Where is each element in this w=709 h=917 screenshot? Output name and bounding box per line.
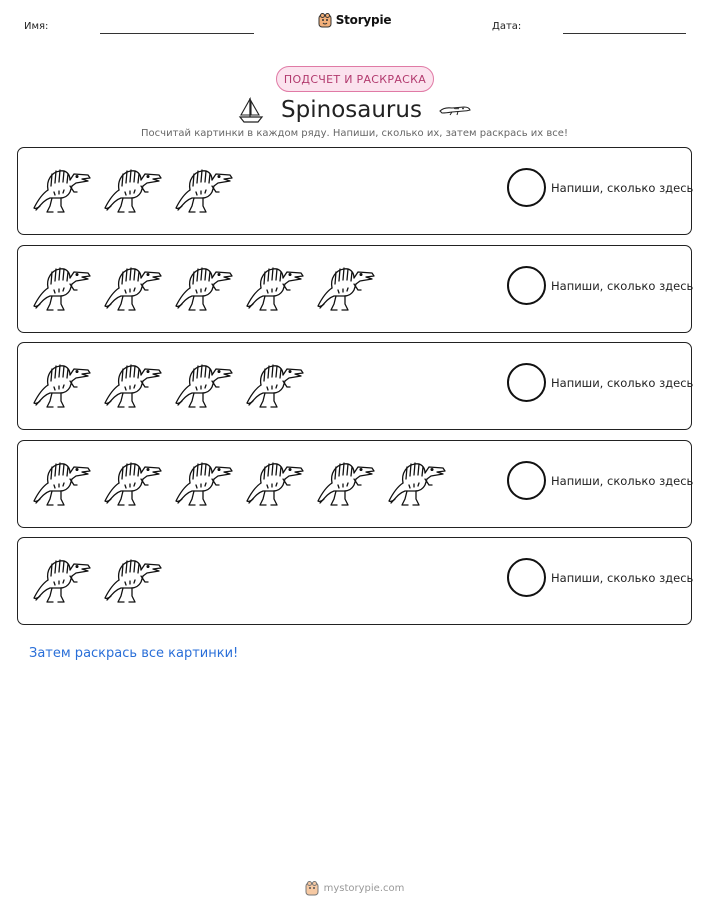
count-row-5 — [17, 537, 692, 625]
spinosaurus-icon — [30, 260, 94, 314]
title-row — [0, 92, 709, 128]
spinosaurus-icon — [243, 357, 307, 411]
brand-name: Storypie — [335, 13, 392, 27]
page-title: Spinosaurus — [281, 97, 422, 123]
storypie-logo-icon — [305, 880, 319, 896]
name-line[interactable] — [100, 33, 254, 34]
count-row-3 — [17, 342, 692, 430]
spinosaurus-icon — [30, 552, 94, 606]
answer-circle[interactable] — [507, 558, 546, 597]
write-count-label: Напиши, сколько здесь — [551, 571, 694, 585]
footer-brand — [0, 880, 709, 896]
spinosaurus-icon — [101, 162, 165, 216]
spinosaurus-icon — [101, 455, 165, 509]
instructions: Посчитай картинки в каждом ряду. Напиши, сколько их, затем раскрась их все! — [141, 128, 568, 139]
spinosaurus-icon — [30, 357, 94, 411]
write-count-label: Напиши, сколько здесь — [551, 474, 694, 488]
name-label: Имя: — [24, 21, 49, 32]
answer-circle[interactable] — [507, 363, 546, 402]
spinosaurus-icon — [243, 455, 307, 509]
date-line[interactable] — [563, 33, 686, 34]
category-badge: ПОДСЧЕТ И РАСКРАСКА — [276, 66, 434, 92]
crocodile-icon — [438, 101, 472, 119]
answer-circle[interactable] — [507, 266, 546, 305]
spinosaurus-icon — [101, 260, 165, 314]
dino-group — [30, 357, 307, 411]
spinosaurus-icon — [172, 260, 236, 314]
dino-group — [30, 260, 378, 314]
spinosaurus-icon — [172, 455, 236, 509]
color-instruction: Затем раскрась все картинки! — [29, 646, 239, 661]
answer-circle[interactable] — [507, 461, 546, 500]
count-row-4 — [17, 440, 692, 528]
dino-group — [30, 455, 449, 509]
brand-logo — [0, 12, 709, 28]
spinosaurus-icon — [172, 357, 236, 411]
write-count-label: Напиши, сколько здесь — [551, 181, 694, 195]
storypie-logo-icon — [318, 12, 332, 28]
spinosaurus-icon — [385, 455, 449, 509]
spinosaurus-icon — [101, 357, 165, 411]
dino-group — [30, 552, 165, 606]
sailboat-icon — [237, 95, 265, 125]
spinosaurus-icon — [30, 455, 94, 509]
website-link[interactable]: mystorypie.com — [323, 882, 405, 894]
spinosaurus-icon — [314, 260, 378, 314]
spinosaurus-icon — [172, 162, 236, 216]
spinosaurus-icon — [314, 455, 378, 509]
dino-group — [30, 162, 236, 216]
spinosaurus-icon — [101, 552, 165, 606]
spinosaurus-icon — [243, 260, 307, 314]
date-label: Дата: — [492, 21, 522, 32]
count-row-2 — [17, 245, 692, 333]
write-count-label: Напиши, сколько здесь — [551, 376, 694, 390]
answer-circle[interactable] — [507, 168, 546, 207]
spinosaurus-icon — [30, 162, 94, 216]
count-row-1 — [17, 147, 692, 235]
write-count-label: Напиши, сколько здесь — [551, 279, 694, 293]
